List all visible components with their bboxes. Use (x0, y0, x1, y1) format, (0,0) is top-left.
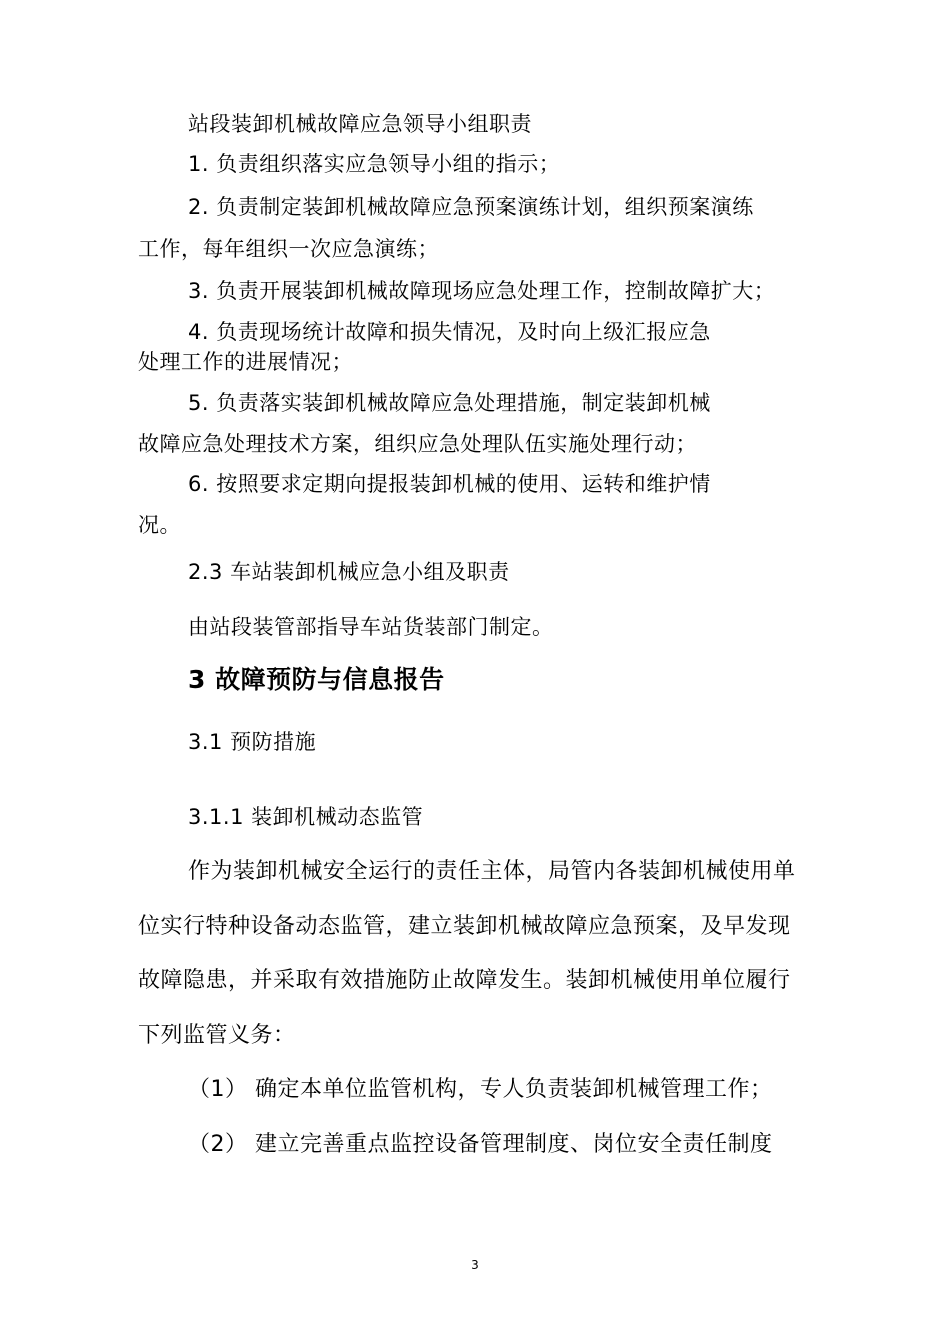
list-item-4-cont: 处理工作的进展情况； (138, 350, 353, 374)
subsection-2-3-text: 由站段装管部指导车站货装部门制定。 (188, 615, 554, 639)
page-number: 3 (471, 1258, 479, 1272)
body-line-3: 故障隐患，并采取有效措施防止故障发生。装卸机械使用单位履行 (138, 968, 791, 993)
body-line-2: 位实行特种设备动态监管，建立装卸机械故障应急预案，及早发现 (138, 914, 791, 939)
subsection-3-1: 3.1 预防措施 (188, 730, 317, 754)
list-item-5-cont: 故障应急处理技术方案，组织应急处理队伍实施处理行动； (138, 432, 697, 456)
paragraph-heading: 站段装卸机械故障应急领导小组职责 (188, 112, 532, 136)
list-item-2-cont: 工作，每年组织一次应急演练； (138, 237, 439, 261)
list-item-4: 4. 负责现场统计故障和损失情况，及时向上级汇报应急 (188, 320, 711, 344)
subsection-2-3: 2.3 车站装卸机械应急小组及职责 (188, 560, 510, 584)
list-item-1: 1. 负责组织落实应急领导小组的指示； (188, 152, 561, 176)
list-item-3: 3. 负责开展装卸机械故障现场应急处理工作，控制故障扩大； (188, 279, 776, 303)
list-item-6: 6. 按照要求定期向提报装卸机械的使用、运转和维护情 (188, 472, 711, 496)
list-item-6-cont: 况。 (138, 513, 181, 537)
body-line-4: 下列监管义务： (138, 1023, 296, 1048)
section-3-title: 3 故障预防与信息报告 (188, 665, 445, 694)
duty-item-2: （2） 建立完善重点监控设备管理制度、岗位安全责任制度 (188, 1132, 773, 1157)
duty-item-1: （1） 确定本单位监管机构，专人负责装卸机械管理工作； (188, 1077, 773, 1102)
body-line-1: 作为装卸机械安全运行的责任主体，局管内各装卸机械使用单 (188, 859, 796, 884)
list-item-2: 2. 负责制定装卸机械故障应急预案演练计划，组织预案演练 (188, 195, 754, 219)
list-item-5: 5. 负责落实装卸机械故障应急处理措施，制定装卸机械 (188, 391, 711, 415)
subsection-3-1-1: 3.1.1 装卸机械动态监管 (188, 805, 424, 829)
